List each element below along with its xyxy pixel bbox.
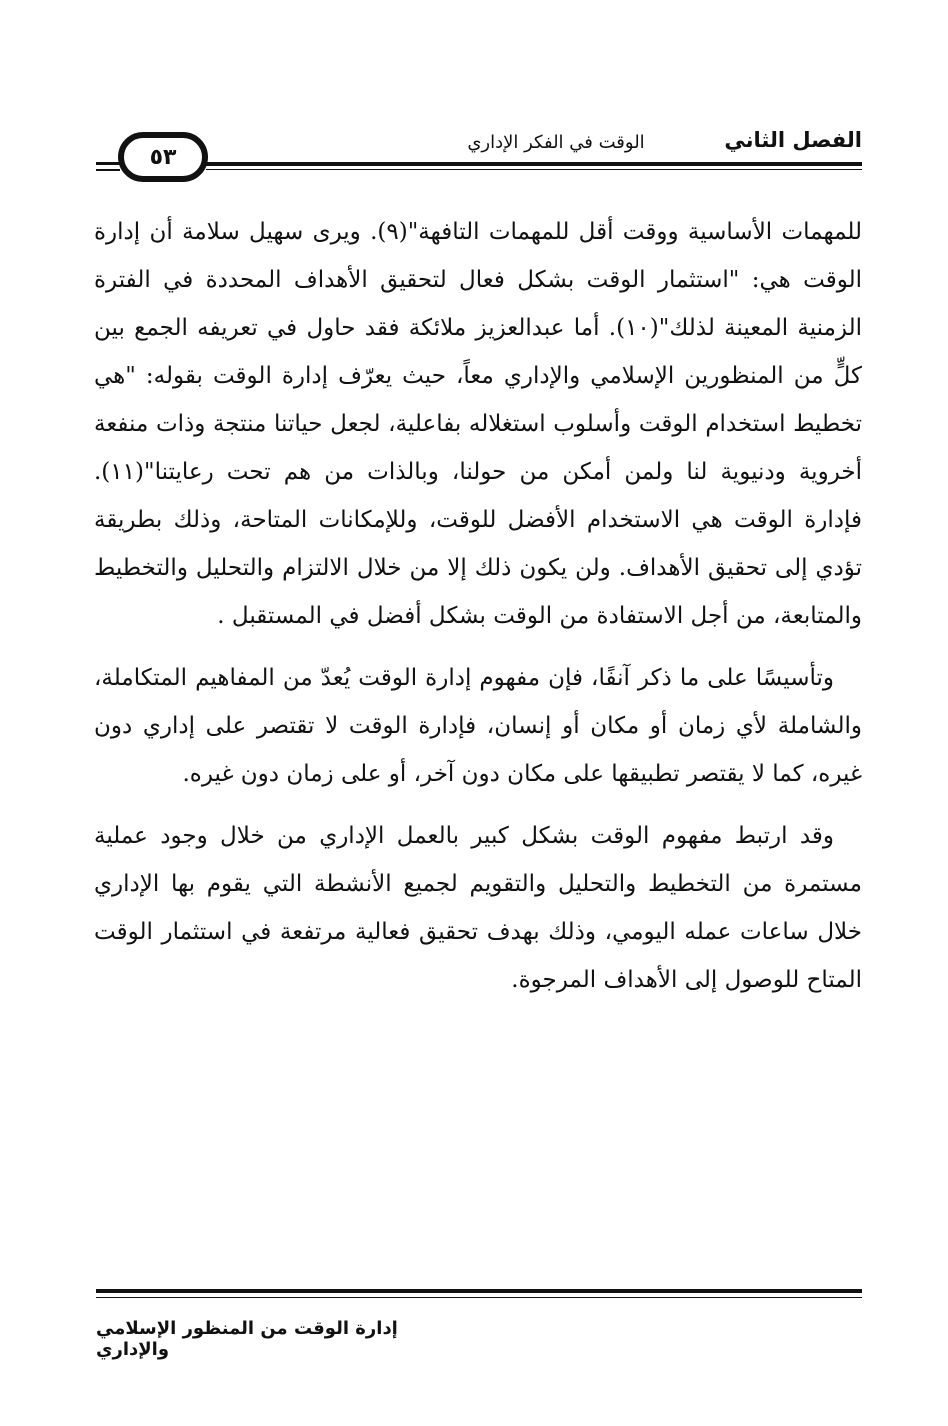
header-rule-stub-top (96, 162, 120, 165)
page-header (96, 118, 862, 188)
header-rule-stub-bottom (96, 169, 120, 171)
running-title: الوقت في الفكر الإداري (467, 132, 645, 153)
book-title-footer: إدارة الوقت من المنظور الإسلامي والإداري (96, 1318, 398, 1360)
paragraph-2: وتأسيسًا على ما ذكر آنفًا، فإن مفهوم إدارة الوقت يُعدّ من المفاهيم المتكاملة، والشاملة لأي زمان أو مكان أو إنسان، فإدارة الوقت لا تقتصر على إداري دون غيره، كما لا يقتصر تطبيقها على مكان دون آخر، أو على زمان دون غيره. (94, 665, 862, 787)
header-rule-thin (206, 169, 862, 170)
page-number-badge: ٥٣ (118, 132, 208, 182)
footer-rule-thin (96, 1297, 862, 1298)
body-text (94, 208, 862, 1018)
header-rule-thick (206, 162, 862, 166)
paragraph-1: للمهمات الأساسية ووقت أقل للمهمات التافهة"(٩). ويرى سهيل سلامة أن إدارة الوقت هي: "استثمار الوقت بشكل فعال لتحقيق الأهداف المحددة في الفترة الزمنية المعينة لذلك"(١٠). أما عبدالعزيز ملائكة فقد حاول في تعريفه الجمع بين كلٍّ من المنظورين الإسلامي والإداري معاً، حيث يعرّف إدارة الوقت بقوله: "هي تخطيط استخدام الوقت وأسلوب استغلاله بفاعلية، لجعل حياتنا منتجة وذات منفعة أخروية ودنيوية لنا ولمن أمكن من حولنا، وبالذات من هم تحت رعايتنا"(١١). فإدارة الوقت هي الاستخدام الأفضل للوقت، وللإمكانات المتاحة، وذلك بطريقة تؤدي إلى تحقيق الأهداف. ولن يكون ذلك إلا من خلال الالتزام والتحليل والتخطيط والمتابعة، من أجل الاستفادة من الوقت بشكل أفضل في المستقبل . (94, 219, 862, 629)
footer-rule-thick (96, 1289, 862, 1293)
paragraph-3: وقد ارتبط مفهوم الوقت بشكل كبير بالعمل الإداري من خلال وجود عملية مستمرة من التخطيط والتحليل والتقويم لجميع الأنشطة التي يقوم بها الإداري خلال ساعات عمله اليومي، وذلك بهدف تحقيق فعالية مرتفعة في استثمار الوقت المتاح للوصول إلى الأهداف المرجوة. (94, 823, 862, 993)
chapter-title: الفصل الثاني (724, 128, 862, 152)
